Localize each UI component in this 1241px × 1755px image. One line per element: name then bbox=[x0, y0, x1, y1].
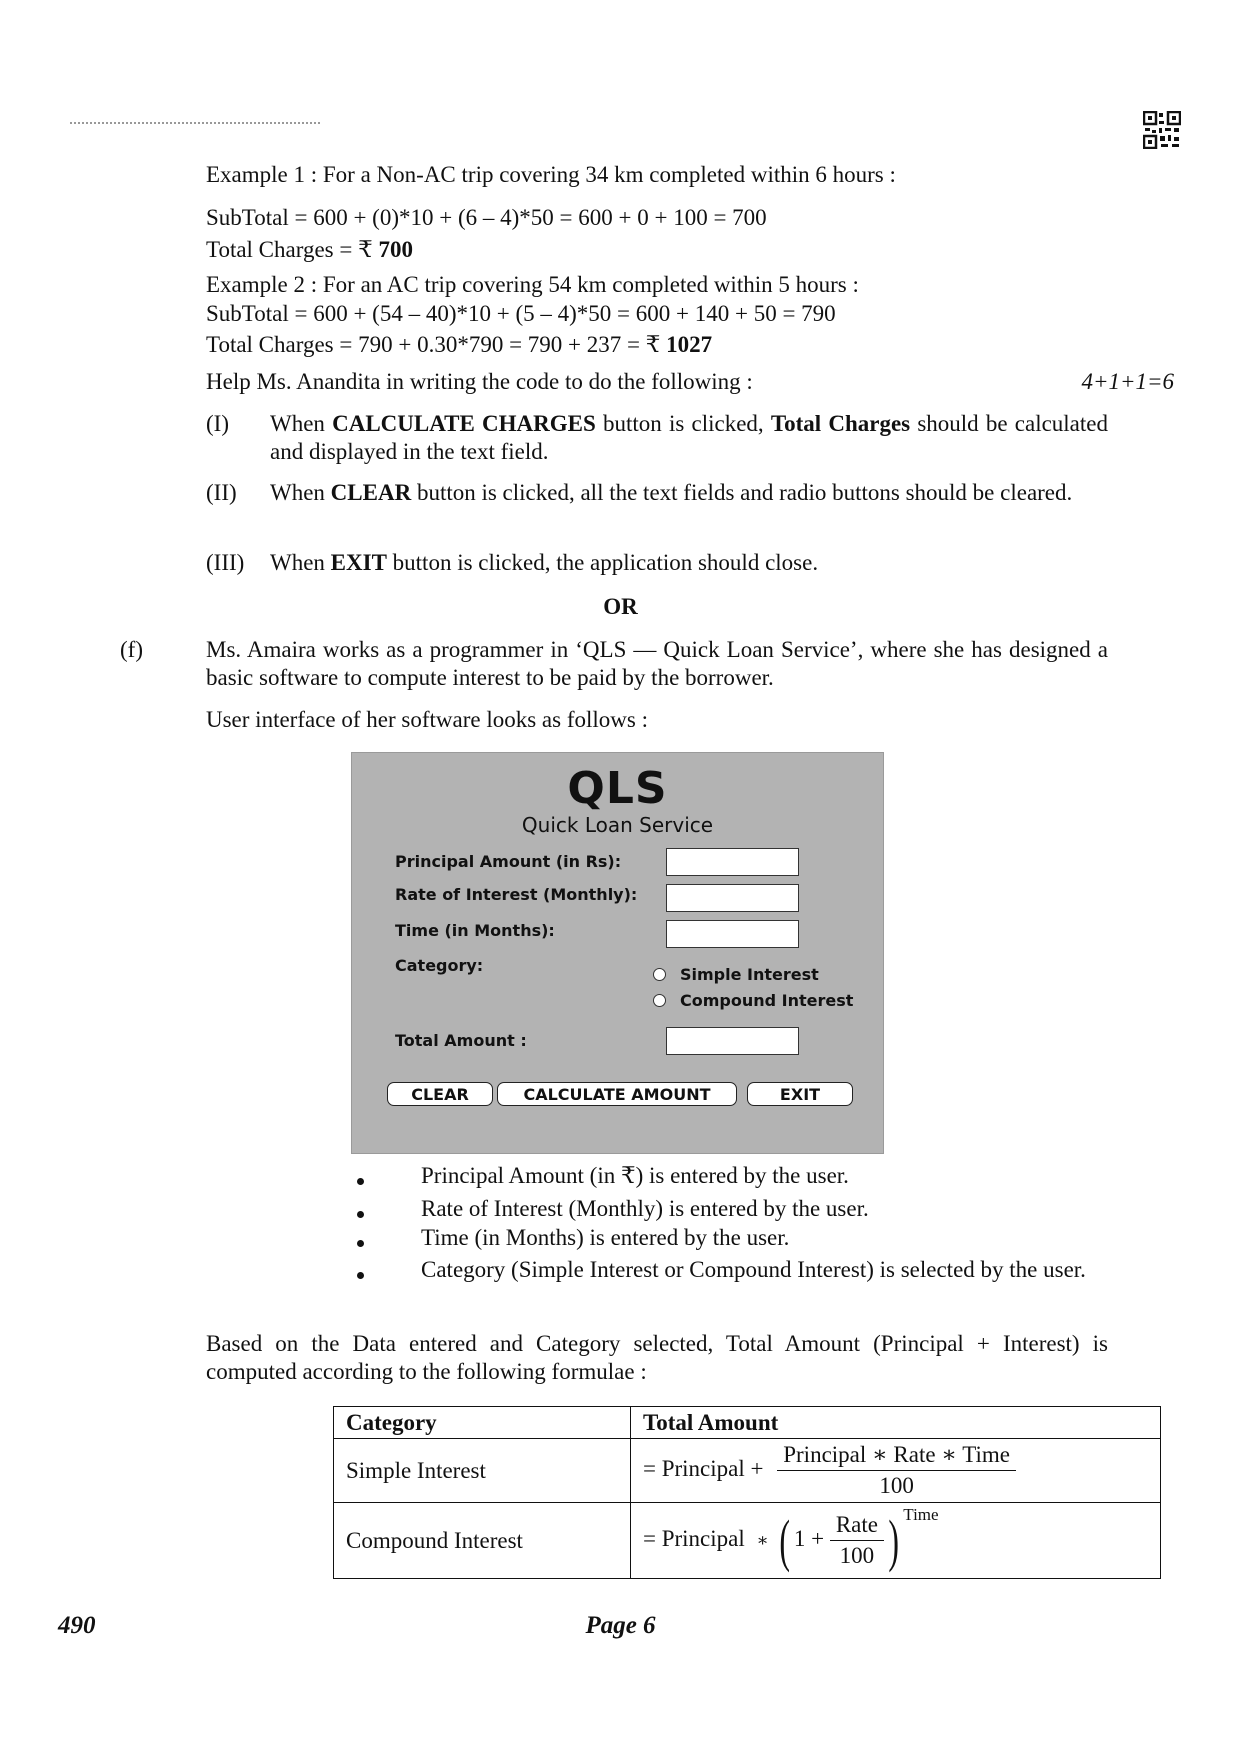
rate-label: Rate of Interest (Monthly): bbox=[395, 885, 638, 904]
simple-interest-radio[interactable] bbox=[653, 968, 666, 981]
example-1-total-value: 700 bbox=[378, 237, 413, 262]
example-2-total-prefix: Total Charges = 790 + 0.30*790 = 790 + 237 = ₹ bbox=[206, 332, 667, 357]
clear-button[interactable]: CLEAR bbox=[387, 1082, 493, 1106]
simple-interest-cell: Simple Interest bbox=[334, 1439, 631, 1503]
time-label: Time (in Months): bbox=[395, 921, 555, 940]
compound-interest-formula: = Principal ∗ ( 1 + $\frac{\text{Rate}}{100}$ ) $^{Time}$ bbox=[631, 1503, 1161, 1579]
marks-allocation: 4+1+1=6 bbox=[1081, 369, 1174, 394]
simple-interest-label: Simple Interest bbox=[680, 965, 819, 984]
qls-window bbox=[351, 752, 884, 1154]
bullet-item: Rate of Interest (Monthly) is entered by the user. bbox=[421, 1196, 869, 1221]
part-f-label: (f) bbox=[120, 637, 143, 662]
bullet-dot bbox=[357, 1178, 364, 1185]
example-1-subtotal: SubTotal = 600 + (0)*10 + (6 – 4)*50 = 600 + 0 + 100 = 700 bbox=[206, 205, 767, 230]
qr-code-icon bbox=[1143, 111, 1181, 149]
total-amount-field[interactable] bbox=[666, 1027, 799, 1055]
table-row bbox=[334, 1439, 1161, 1503]
help-text: Help Ms. Anandita in writing the code to do the following : bbox=[206, 369, 753, 394]
task-item-2: When CLEAR button is clicked, all the text fields and radio buttons should be cleared. bbox=[270, 480, 1073, 505]
ui-intro: User interface of her software looks as follows : bbox=[206, 707, 648, 732]
table-row bbox=[334, 1503, 1161, 1579]
table-header-total-amount: Total Amount bbox=[631, 1407, 1161, 1439]
qls-title: QLS bbox=[567, 763, 668, 814]
based-on-text: Based on the Data entered and Category selected, Total Amount (Principal + Interest) is computed according to the following formulae : bbox=[206, 1331, 1108, 1384]
qls-subtitle: Quick Loan Service bbox=[521, 813, 714, 837]
task-item-number: (II) bbox=[206, 480, 237, 505]
compound-interest-radio[interactable] bbox=[653, 994, 666, 1007]
footer-code: 490 bbox=[58, 1612, 96, 1639]
fraction: $\frac{\text{Rate}}{100}$ bbox=[830, 1510, 884, 1571]
example-2-heading: Example 2 : For an AC trip covering 54 km completed within 5 hours : bbox=[206, 272, 859, 297]
principal-input[interactable] bbox=[666, 848, 799, 876]
total-amount-label: Total Amount : bbox=[395, 1031, 527, 1050]
rate-input[interactable] bbox=[666, 884, 799, 912]
task-item-3: When EXIT button is clicked, the application should close. bbox=[270, 550, 819, 575]
compound-interest-cell: Compound Interest bbox=[334, 1503, 631, 1579]
bullet-dot bbox=[357, 1240, 364, 1247]
compound-interest-label: Compound Interest bbox=[680, 991, 854, 1010]
bullet-dot bbox=[357, 1211, 364, 1218]
example-2-subtotal: SubTotal = 600 + (54 – 40)*10 + (5 – 4)*50 = 600 + 140 + 50 = 790 bbox=[206, 301, 836, 326]
table-header-category: Category bbox=[334, 1407, 631, 1439]
bullet-item: Category (Simple Interest or Compound Interest) is selected by the user. bbox=[421, 1257, 1086, 1282]
footer-page-number: Page 6 bbox=[585, 1612, 656, 1639]
task-item-1: When CALCULATE CHARGES button is clicked, Total Charges should be calculated and displayed in the text field. bbox=[270, 411, 1108, 464]
task-item-number: (I) bbox=[206, 411, 229, 436]
time-input[interactable] bbox=[666, 920, 799, 948]
exit-button[interactable]: EXIT bbox=[747, 1082, 853, 1106]
category-label: Category: bbox=[395, 956, 484, 975]
simple-interest-formula: = Principal + $\frac{\text{Principal ∗ Rate ∗ Time}}{100}$ bbox=[631, 1439, 1161, 1503]
header-dotted-line bbox=[70, 122, 320, 124]
principal-label: Principal Amount (in Rs): bbox=[395, 852, 622, 871]
bullet-item: Time (in Months) is entered by the user. bbox=[421, 1225, 790, 1250]
fraction: $\frac{\text{Principal ∗ Rate ∗ Time}}{100}$ bbox=[777, 1440, 1016, 1501]
example-2-total bbox=[206, 331, 712, 359]
calculate-amount-button[interactable]: CALCULATE AMOUNT bbox=[497, 1082, 737, 1106]
bullet-dot bbox=[357, 1272, 364, 1279]
or-separator: OR bbox=[603, 594, 638, 619]
bullet-item: Principal Amount (in ₹) is entered by the user. bbox=[421, 1163, 849, 1188]
part-f-intro: Ms. Amaira works as a programmer in ‘QLS — Quick Loan Service’, where she has designed a basic software to compute interest to be paid by the borrower. bbox=[206, 637, 1108, 690]
example-1-total bbox=[206, 236, 413, 264]
example-1-total-prefix: Total Charges = ₹ bbox=[206, 237, 379, 262]
table-header-row bbox=[334, 1407, 1161, 1439]
example-1-heading: Example 1 : For a Non-AC trip covering 34 km completed within 6 hours : bbox=[206, 162, 896, 187]
task-item-number: (III) bbox=[206, 550, 245, 575]
formula-table bbox=[333, 1406, 1161, 1579]
example-2-total-value: 1027 bbox=[666, 332, 713, 357]
